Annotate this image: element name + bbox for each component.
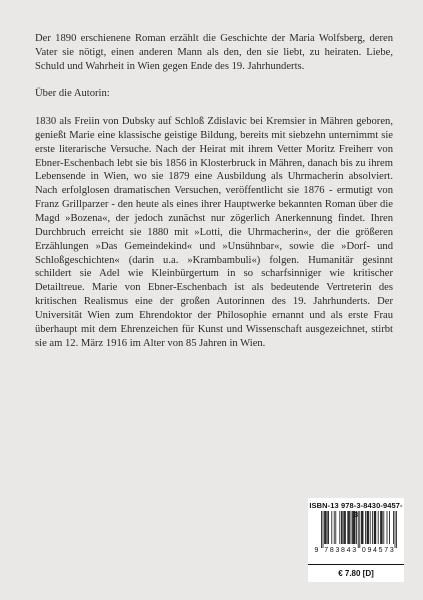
barcode-bar xyxy=(339,511,340,544)
barcode-bar xyxy=(363,511,364,544)
blurb-text xyxy=(35,32,393,364)
barcode-bar xyxy=(325,511,326,544)
barcode-digit: 7 xyxy=(324,547,329,554)
barcode-digit: 3 xyxy=(335,547,340,554)
synopsis-paragraph: Der 1890 erschienene Roman erzählt die Geschichte der Maria Wolfsberg, deren Vater sie nötigt, einen anderen Mann als den, den sie liebt, zu heiraten. Liebe, Schuld und Wahrheit in Wien gegen Ende des 19. Jahrhunderts. xyxy=(35,33,393,72)
barcode-bar xyxy=(349,511,350,544)
barcode-bar xyxy=(342,511,343,544)
barcode-bar xyxy=(393,511,394,544)
barcode-bar xyxy=(395,511,396,548)
barcode-bar xyxy=(375,511,376,544)
barcode-bar xyxy=(387,511,388,544)
barcode-bar xyxy=(327,511,328,544)
barcode-bar xyxy=(358,511,359,548)
barcode-digit: 4 xyxy=(346,547,351,554)
barcode-bar xyxy=(380,511,381,544)
barcode-bar xyxy=(382,511,383,544)
barcode-bar xyxy=(335,511,336,544)
barcode-digit: 3 xyxy=(352,547,357,554)
barcode-digit: 0 xyxy=(361,547,366,554)
barcode-bar xyxy=(353,511,354,544)
barcode-bar xyxy=(354,511,355,544)
barcode-bar xyxy=(324,511,325,544)
barcode-bar xyxy=(352,511,353,544)
barcode-bar xyxy=(365,511,366,544)
barcode-digit: 8 xyxy=(329,547,334,554)
barcode-bar xyxy=(321,511,322,548)
price-tag: € 7.80 [D] xyxy=(308,564,404,582)
barcode-bar xyxy=(344,511,345,544)
barcode-bar xyxy=(367,511,368,544)
ean-barcode xyxy=(313,511,401,555)
author-biography: 1830 als Freiin von Dubsky auf Schloß Zdislavic bei Kremsier in Mähren geboren, genießt Marie eine klassische geistige Bildung, bereits mit siebzehn unternimmt sie erste literarische Versuche. Nach der Heirat mit ihrem Vetter Moritz Freiherr von Ebner-Eschenbach lebt sie bis 1856 in Klosterbruck in Mähren, danach bis zu ihrem Lebensende in Wien, wo sie 1879 eine Ausbildung als Uhrmacherin absolviert. Nach erfolglosen dramatischen Versuchen, veröffentlicht sie 1876 - ermutigt von Franz Grillparzer - den heute als eines ihrer Hauptwerke bekannten Roman über die Magd »Bozena«, der jedoch zunächst nur zögerlich Anerkennung findet. Ihren Durchbruch erreicht sie 1880 mit »Lotti, die Uhrmacherin«, der die größeren Erzählungen »Das Gemeindekind« und »Unsühnbar«, sowie die »Dorf- und Schloßgeschichten« (darin u.a. »Krambambuli«) folgen. Humanitär gesinnt schildert sie Adel wie Kleinbürgertum in so scharfsinniger wie kritischer Detailtreue. Marie von Ebner-Eschenbach ist als bedeutende Vertreterin des kritischen Realismus eine der großen Autorinnen des 19. Jahrhunderts. Der Universität Wien zum Ehrendoktor der Philosophie ernannt und als erste Frau überhaupt mit dem Ehrenzeichen für Kunst und Wissenschaft ausgezeichnet, stirbt sie am 12. März 1916 im Alter von 85 Jahren in Wien. xyxy=(35,116,393,349)
barcode-bar xyxy=(378,511,379,544)
barcode-bar xyxy=(351,511,352,544)
barcode-bar xyxy=(355,511,356,544)
barcode-digit: 7 xyxy=(384,547,389,554)
barcode-bar xyxy=(323,511,324,548)
barcode-bar xyxy=(334,511,335,544)
barcode-bar xyxy=(348,511,349,544)
barcode-digit: 8 xyxy=(341,547,345,554)
barcode-bar xyxy=(368,511,369,544)
barcode-bar xyxy=(343,511,344,544)
barcode-digit: 9 xyxy=(367,547,372,554)
barcode-bar xyxy=(367,511,368,544)
barcode-bar xyxy=(381,511,382,544)
barcode-digit: 3 xyxy=(389,547,394,554)
barcode-bar xyxy=(370,511,371,544)
barcode-bar xyxy=(361,511,362,544)
barcode-bar xyxy=(362,511,363,544)
barcode-bar xyxy=(356,511,357,544)
barcode-digit: 4 xyxy=(373,547,377,554)
barcode-digit: 5 xyxy=(378,547,383,554)
barcode-digit: 9 xyxy=(314,547,319,554)
barcode-bar xyxy=(374,511,375,544)
barcode-bar xyxy=(328,511,329,544)
barcode-bar xyxy=(326,511,327,544)
barcode-bar xyxy=(383,511,384,544)
barcode-bar xyxy=(347,511,348,544)
barcode-label xyxy=(308,498,404,582)
barcode-bar xyxy=(396,511,397,548)
barcode-bar xyxy=(341,511,342,544)
barcode-bar xyxy=(372,511,373,544)
barcode-bar xyxy=(389,511,390,544)
author-heading: Über die Autorin: xyxy=(35,88,110,100)
isbn-text: ISBN-13 978-3-8430-9457-3 xyxy=(309,501,403,519)
barcode-bar xyxy=(331,511,332,544)
barcode-bar xyxy=(345,511,346,544)
barcode-bar xyxy=(375,511,376,544)
barcode-bar xyxy=(359,511,360,548)
